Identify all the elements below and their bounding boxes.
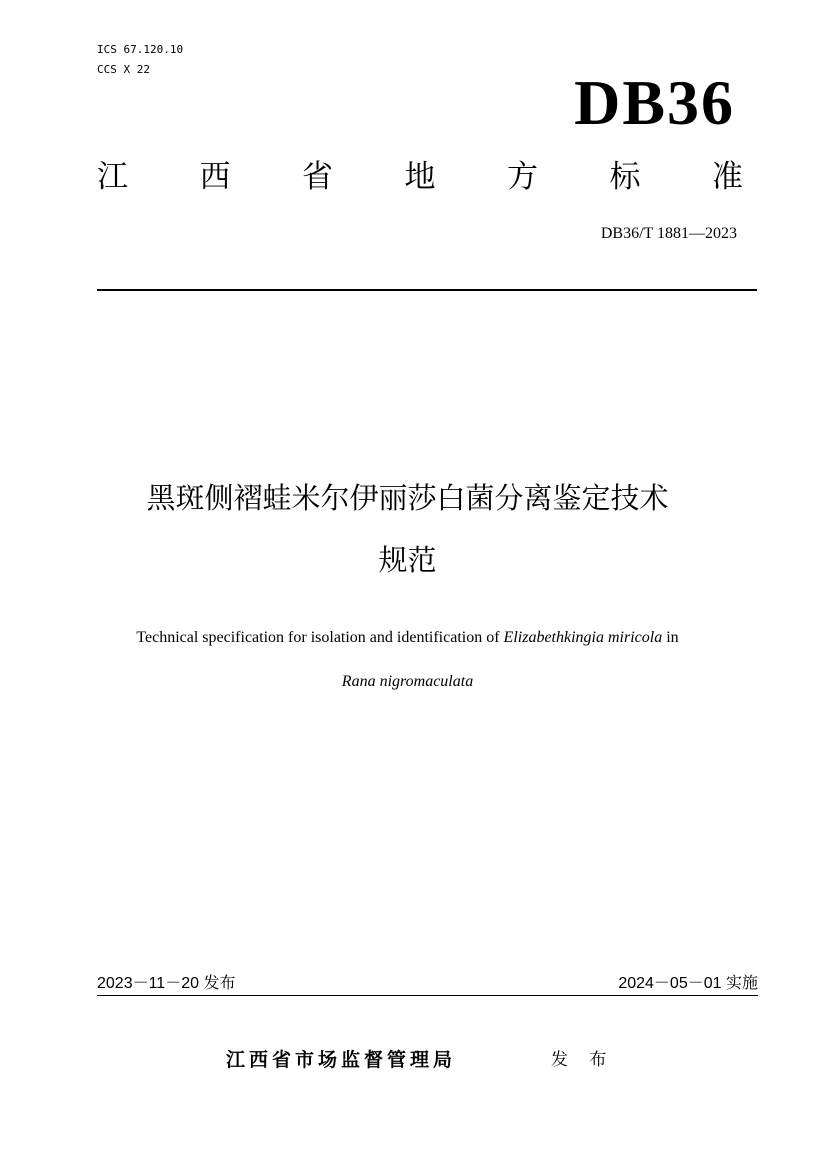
implementation-date-value: 2024－05－01 bbox=[618, 975, 722, 992]
publish-word: 发 布 bbox=[551, 1050, 615, 1070]
english-title-suffix: in bbox=[662, 629, 679, 646]
standard-type-char: 西 bbox=[199, 159, 231, 195]
chinese-title-line-2: 规范 bbox=[378, 543, 437, 577]
standard-type-char: 方 bbox=[507, 159, 538, 195]
implementation-date bbox=[618, 973, 758, 995]
standard-type-char: 地 bbox=[404, 159, 436, 195]
header-divider bbox=[97, 289, 757, 291]
ics-code: ICS 67.120.10 bbox=[97, 43, 184, 56]
standard-type-char: 准 bbox=[712, 159, 743, 195]
english-title-line-2 bbox=[0, 671, 815, 693]
issue-label: 发布 bbox=[203, 975, 236, 992]
db-mark: DB36 bbox=[574, 67, 735, 138]
standard-type bbox=[97, 157, 743, 197]
standard-type-char: 省 bbox=[302, 159, 333, 195]
standard-type-char: 标 bbox=[609, 159, 641, 195]
standard-number: DB36/T 1881—2023 bbox=[600, 225, 737, 242]
chinese-title-line-1: 黑斑侧褶蛙米尔伊丽莎白菌分离鉴定技术 bbox=[146, 481, 669, 515]
standard-type-char: 江 bbox=[97, 159, 128, 195]
english-title-host: Rana nigromaculata bbox=[341, 673, 474, 690]
implementation-label: 实施 bbox=[725, 975, 758, 992]
ccs-code: CCS X 22 bbox=[97, 63, 150, 76]
footer-divider bbox=[97, 995, 758, 996]
english-title-species: Elizabethkingia miricola bbox=[503, 629, 663, 646]
issue-date bbox=[97, 973, 235, 995]
publisher: 江西省市场监督管理局 bbox=[226, 1049, 457, 1071]
english-title-prefix: Technical specification for isolation and identification of bbox=[136, 629, 504, 646]
issue-date-value: 2023－11－20 bbox=[97, 975, 200, 992]
english-title-line-1 bbox=[0, 627, 815, 649]
